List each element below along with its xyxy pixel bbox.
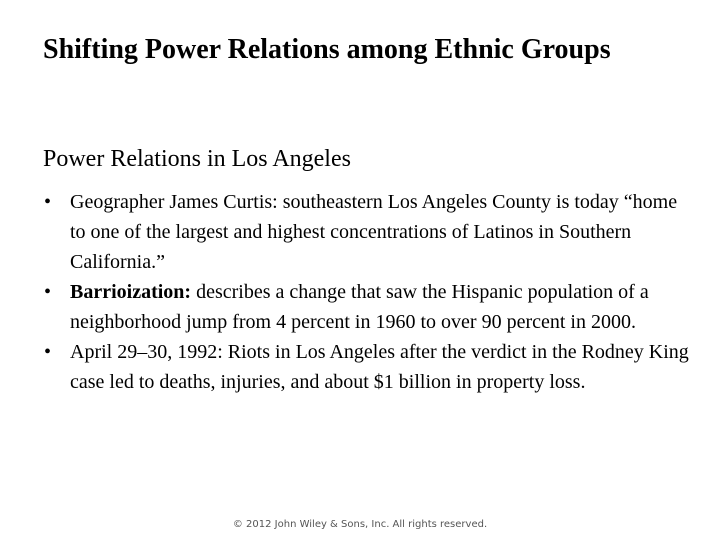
bullet-text: describes a change that saw the Hispanic population of a neighborhood jump from 4 percent in 1960 to over 90 percent in 2000. [70,281,649,333]
bullet-term: Barrioization: [70,281,192,303]
bullet-item-barrioization [0,277,690,337]
bullet-icon: • [44,281,52,303]
slide-subtitle: Power Relations in Los Angeles [43,146,351,172]
bullet-item-riots [0,337,690,397]
bullet-text: April 29–30, 1992: Riots in Los Angeles after the verdict in the Rodney King case led to deaths, injuries, and about $1 billion in property loss. [70,341,689,393]
bullet-icon: • [44,191,52,213]
bullet-item-curtis [0,187,690,277]
bullet-icon: • [44,341,52,363]
bullet-list [0,187,690,397]
bullet-text: Geographer James Curtis: southeastern Los Angeles County is today “home to one of the largest and highest concentrations of Latinos in Southern California.” [70,191,678,273]
copyright-footer: © 2012 John Wiley & Sons, Inc. All rights reserved. [232,519,488,530]
slide-title: Shifting Power Relations among Ethnic Groups [43,34,611,65]
